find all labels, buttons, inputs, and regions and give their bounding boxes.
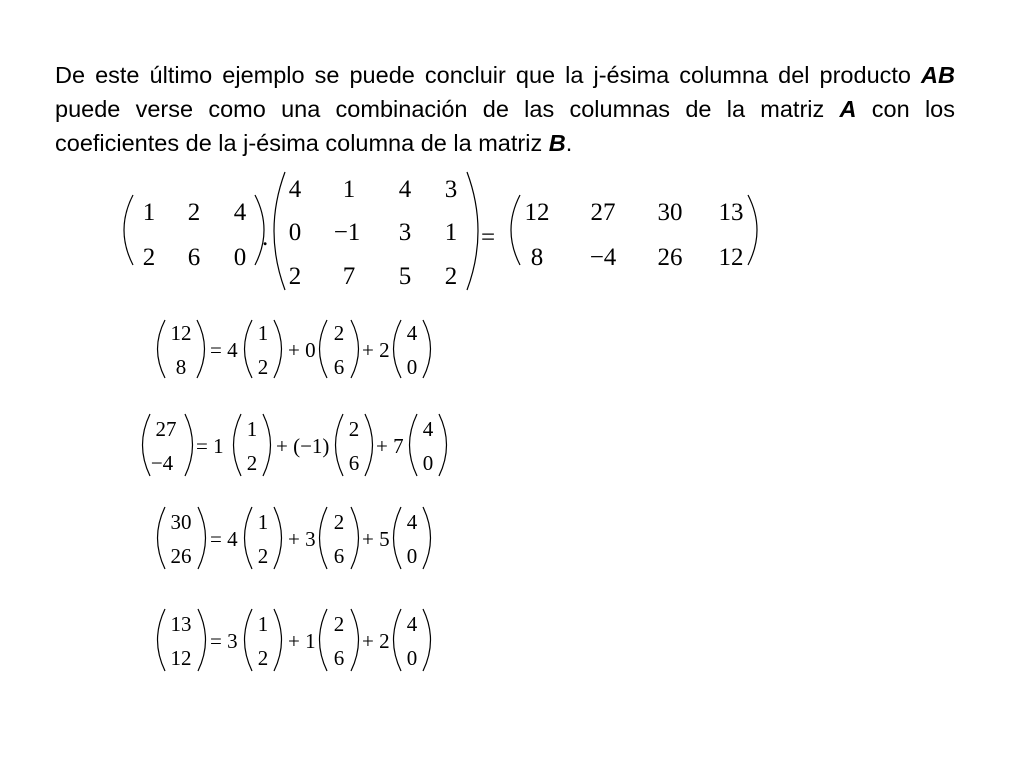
matrix-c-left-paren xyxy=(511,195,520,265)
result-entry: 30 xyxy=(170,510,192,534)
matrix-a-label: A xyxy=(839,96,857,122)
vector-right-paren xyxy=(351,320,359,378)
matrix-b-cell: 1 xyxy=(444,219,458,246)
coefficient-term: + (−1) xyxy=(276,434,330,458)
vector-right-paren xyxy=(274,320,282,378)
vector-left-paren xyxy=(320,507,328,569)
matrix-a-cell: 0 xyxy=(233,244,247,271)
matrix-c-cell: 27 xyxy=(590,199,616,226)
coefficient-term: + 1 xyxy=(288,629,316,653)
vector-right-paren xyxy=(274,507,282,569)
matrix-c-right-paren xyxy=(748,195,757,265)
vector-left-paren xyxy=(394,320,402,378)
coefficient-term: = 3 xyxy=(210,629,238,653)
column-entry: 2 xyxy=(257,544,269,568)
vector-right-paren xyxy=(185,414,193,476)
vector-right-paren xyxy=(351,507,359,569)
column-entry: 6 xyxy=(333,355,345,379)
result-entry: 27 xyxy=(155,417,177,441)
column-entry: 4 xyxy=(406,612,418,636)
column-entry: 1 xyxy=(257,510,269,534)
result-entry: 8 xyxy=(175,355,187,379)
column-entry: 0 xyxy=(406,355,418,379)
matrix-c-cell: 13 xyxy=(718,199,744,226)
vector-right-paren xyxy=(423,320,431,378)
vector-right-paren xyxy=(439,414,447,476)
column-entry: 6 xyxy=(333,646,345,670)
column-entry: 0 xyxy=(422,451,434,475)
matrix-c-cell: −4 xyxy=(589,244,617,271)
column-entry: 4 xyxy=(406,321,418,345)
matrix-a-cell: 2 xyxy=(187,199,201,226)
vector-left-paren xyxy=(158,320,166,378)
coefficient-term: + 7 xyxy=(376,434,404,458)
coefficient-term: + 5 xyxy=(362,527,390,551)
result-entry: 26 xyxy=(170,544,192,568)
column-entry: 2 xyxy=(333,321,345,345)
coefficient-term: + 3 xyxy=(288,527,316,551)
column-entry: 2 xyxy=(333,510,345,534)
vector-left-paren xyxy=(158,609,166,671)
vector-left-paren xyxy=(245,507,253,569)
column-entry: 2 xyxy=(333,612,345,636)
matrix-b-cell: 2 xyxy=(444,263,458,290)
column-entry: 6 xyxy=(333,544,345,568)
column-combination-3 xyxy=(0,507,1024,577)
result-entry: 12 xyxy=(170,646,192,670)
column-entry: 1 xyxy=(246,417,258,441)
column-combination-2 xyxy=(0,414,1024,484)
result-entry: 12 xyxy=(170,321,192,345)
matrix-b-right-paren xyxy=(467,172,478,290)
vector-left-paren xyxy=(320,609,328,671)
column-entry: 4 xyxy=(422,417,434,441)
coefficient-term: = 4 xyxy=(210,527,238,551)
vector-left-paren xyxy=(245,320,253,378)
paragraph-text-2: puede verse como una combinación de las columnas de la matriz xyxy=(55,96,840,122)
matrix-c-cell: 12 xyxy=(718,244,744,271)
matrix-a-cell: 1 xyxy=(142,199,156,226)
paragraph-text-3: con los coeficientes de la j-ésima columna de la matriz xyxy=(55,96,955,156)
column-combination-1 xyxy=(0,318,1024,388)
column-entry: 0 xyxy=(406,544,418,568)
multiplication-dot: . xyxy=(262,224,269,251)
column-entry: 2 xyxy=(348,417,360,441)
vector-left-paren xyxy=(336,414,344,476)
matrix-c-cell: 8 xyxy=(530,244,544,271)
coefficient-term: = 4 xyxy=(210,338,238,362)
matrix-b-cell: 7 xyxy=(342,263,356,290)
matrix-a-cell: 2 xyxy=(142,244,156,271)
coefficient-term: + 2 xyxy=(362,629,390,653)
vector-right-paren xyxy=(423,609,431,671)
vector-right-paren xyxy=(274,609,282,671)
paragraph-text-1: De este último ejemplo se puede concluir que la j-ésima columna del producto xyxy=(55,62,922,88)
matrix-a-cell: 6 xyxy=(187,244,201,271)
vector-right-paren xyxy=(198,609,206,671)
vector-right-paren xyxy=(365,414,373,476)
vector-left-paren xyxy=(234,414,242,476)
coefficient-term: = 1 xyxy=(196,434,224,458)
vector-right-paren xyxy=(423,507,431,569)
column-entry: 1 xyxy=(257,321,269,345)
vector-left-paren xyxy=(143,414,151,476)
matrix-product-label: AB xyxy=(921,62,955,88)
column-entry: 1 xyxy=(257,612,269,636)
matrix-c-cell: 26 xyxy=(657,244,683,271)
column-entry: 2 xyxy=(257,355,269,379)
vector-left-paren xyxy=(245,609,253,671)
matrix-b-label: B xyxy=(548,130,566,156)
column-combination-4 xyxy=(0,609,1024,679)
coefficient-term: + 2 xyxy=(362,338,390,362)
column-entry: 2 xyxy=(246,451,258,475)
coefficient-term: + 0 xyxy=(288,338,316,362)
matrix-a-cell: 4 xyxy=(233,199,247,226)
matrix-b-cell: 4 xyxy=(398,176,412,203)
matrix-b-cell: −1 xyxy=(333,219,361,246)
vector-right-paren xyxy=(197,320,205,378)
vector-right-paren xyxy=(263,414,271,476)
matrix-b-cell: 4 xyxy=(288,176,302,203)
result-entry: 13 xyxy=(170,612,192,636)
paragraph-text-4: . xyxy=(565,130,573,156)
matrix-c-cell: 30 xyxy=(657,199,683,226)
vector-left-paren xyxy=(158,507,166,569)
matrix-b-cell: 5 xyxy=(398,263,412,290)
matrix-c-cell: 12 xyxy=(524,199,550,226)
matrix-a-left-paren xyxy=(124,195,133,265)
column-entry: 0 xyxy=(406,646,418,670)
vector-left-paren xyxy=(320,320,328,378)
result-entry: −4 xyxy=(150,451,174,475)
vector-right-paren xyxy=(351,609,359,671)
column-entry: 4 xyxy=(406,510,418,534)
matrix-b-cell: 3 xyxy=(398,219,412,246)
vector-right-paren xyxy=(198,507,206,569)
vector-left-paren xyxy=(394,507,402,569)
matrix-b-cell: 3 xyxy=(444,176,458,203)
matrix-b-left-paren xyxy=(274,172,285,290)
column-entry: 6 xyxy=(348,451,360,475)
matrix-b-cell: 1 xyxy=(342,176,356,203)
matrix-b-cell: 0 xyxy=(288,219,302,246)
vector-left-paren xyxy=(394,609,402,671)
column-entry: 2 xyxy=(257,646,269,670)
vector-left-paren xyxy=(410,414,418,476)
matrix-b-cell: 2 xyxy=(288,263,302,290)
equals-sign: = xyxy=(481,224,496,251)
